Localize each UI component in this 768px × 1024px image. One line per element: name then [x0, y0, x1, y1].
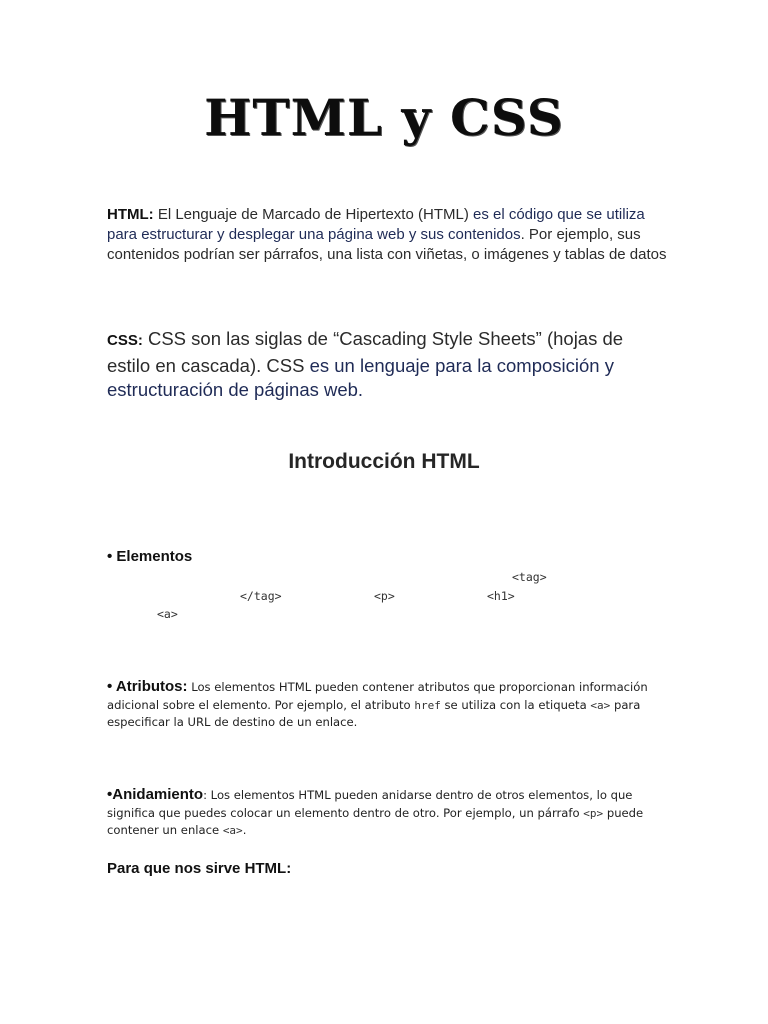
- code-tag-close: </tag>: [240, 589, 282, 603]
- elementos-heading: • Elementos: [107, 548, 193, 565]
- atributos-text-3: para especificar la URL de destino de un enlace.: [107, 697, 641, 729]
- atributos-code-href: href: [414, 698, 441, 712]
- code-a: <a>: [157, 607, 178, 621]
- css-label: CSS:: [107, 332, 143, 349]
- code-p: <p>: [374, 589, 395, 603]
- final-heading: Para que nos sirve HTML:: [107, 860, 292, 877]
- anidamiento-paragraph: [107, 786, 667, 840]
- html-definition-paragraph: [107, 205, 667, 265]
- anidamiento-code-a: <a>: [222, 824, 243, 837]
- atributos-label: • Atributos:: [107, 678, 188, 695]
- anidamiento-label: •Anidamiento: [107, 786, 204, 803]
- page-title: HTML y CSS: [204, 88, 564, 147]
- css-text-1: CSS son las siglas de “Cascading Style Sheets” (hojas de estilo en cascada). CSS: [107, 328, 624, 376]
- code-tag-open: <tag>: [512, 570, 547, 584]
- intro-heading: Introducción HTML: [288, 450, 480, 473]
- anidamiento-text-3: .: [242, 823, 247, 837]
- anidamiento-text-2: puede contener un enlace: [107, 805, 644, 837]
- atributos-text-1: Los elementos HTML pueden contener atributos que proporcionan información adicional sobre el elemento. Por ejemplo, el atributo: [107, 680, 648, 712]
- atributos-paragraph: [107, 678, 667, 732]
- atributos-code-a: <a>: [590, 698, 611, 712]
- css-definition-paragraph: [107, 327, 667, 403]
- html-text-highlight: es el código que se utiliza para estructurar y desplegar una página web y sus contenidos: [107, 206, 645, 243]
- css-text-highlight: es un lenguaje para la composición y estructuración de páginas web.: [107, 354, 614, 400]
- anidamiento-text-1: : Los elementos HTML pueden anidarse dentro de otros elementos, lo que significa que puedes colocar un elemento dentro de otro. Por ejemplo, un párrafo: [107, 788, 633, 820]
- anidamiento-code-p: <p>: [583, 806, 604, 820]
- html-label: HTML:: [107, 206, 154, 223]
- html-text-1: El Lenguaje de Marcado de Hipertexto (HTML): [153, 206, 473, 223]
- atributos-text-2: se utiliza con la etiqueta: [440, 697, 591, 712]
- html-text-2: . Por ejemplo, sus contenidos podrían ser párrafos, una lista con viñetas, o imágenes y tablas de datos: [107, 226, 667, 263]
- code-h1: <h1>: [487, 589, 515, 603]
